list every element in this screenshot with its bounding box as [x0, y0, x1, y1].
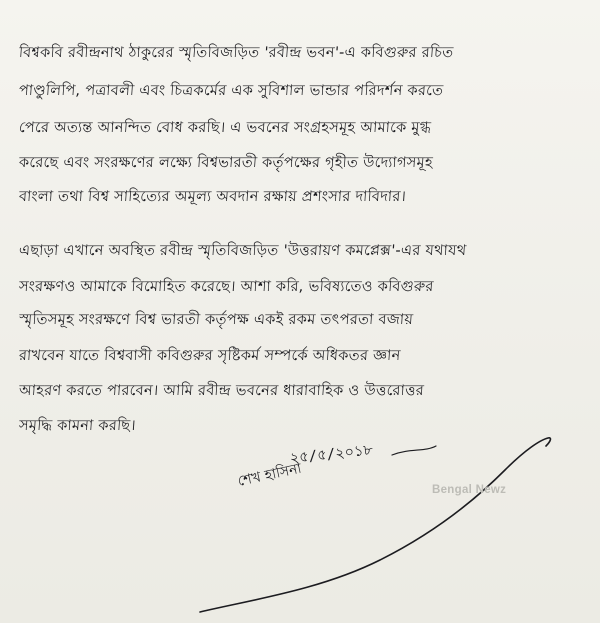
letter-line-1: বিশ্বকবি রবীন্দ্রনাথ ঠাকুরের স্মৃতিবিজড়িত 'রবীন্দ্র ভবন'-এ কবিগুরুর রচিত — [18, 44, 455, 61]
signature-name: শেখ হাসিনা — [236, 460, 303, 490]
signature-date: ২৫/৫/২০১৮ — [289, 442, 374, 467]
letter-line-5: বাংলা তথা বিশ্ব সাহিত্যের অমূল্য অবদান রক্ষায় প্রশংসার দাবিদার। — [18, 188, 407, 205]
letter-line-6: এছাড়া এখানে অবস্থিত রবীন্দ্র স্মৃতিবিজড়িত 'উত্তরায়ণ কমপ্লেক্স'-এর যথাযথ — [18, 242, 467, 259]
letter-line-4: করেছে এবং সংরক্ষণের লক্ষ্যে বিশ্বভারতী কর্তৃপক্ষের গৃহীত উদ্যোগসমূহ — [18, 154, 434, 171]
letter-line-8: স্মৃতিসমূহ সংরক্ষণে বিশ্ব ভারতী কর্তৃপক্ষ একই রকম তৎপরতা বজায় — [18, 311, 414, 328]
watermark: Bengal Newz — [432, 484, 507, 496]
letter-line-11: সমৃদ্ধি কামনা করছি। — [18, 417, 137, 434]
letter-line-9: রাখবেন যাতে বিশ্ববাসী কবিগুরুর সৃষ্টিকর্ম সম্পর্কে অধিকতর জ্ঞান — [18, 347, 402, 364]
letter-line-2: পাণ্ডুলিপি, পত্রাবলী এবং চিত্রকর্মের এক সুবিশাল ভান্ডার পরিদর্শন করতে — [18, 82, 444, 99]
letter-line-3: পেরে অত্যন্ত আনন্দিত বোধ করছি। এ ভবনের সংগ্রহসমূহ আমাকে মুগ্ধ — [18, 119, 432, 136]
letter-line-7: সংরক্ষণও আমাকে বিমোহিত করেছে। আশা করি, ভবিষ্যতেও কবিগুরুর — [18, 278, 435, 295]
letter-line-10: আহরণ করতে পারবেন। আমি রবীন্দ্র ভবনের ধারাবাহিক ও উত্তরোত্তর — [18, 382, 425, 399]
